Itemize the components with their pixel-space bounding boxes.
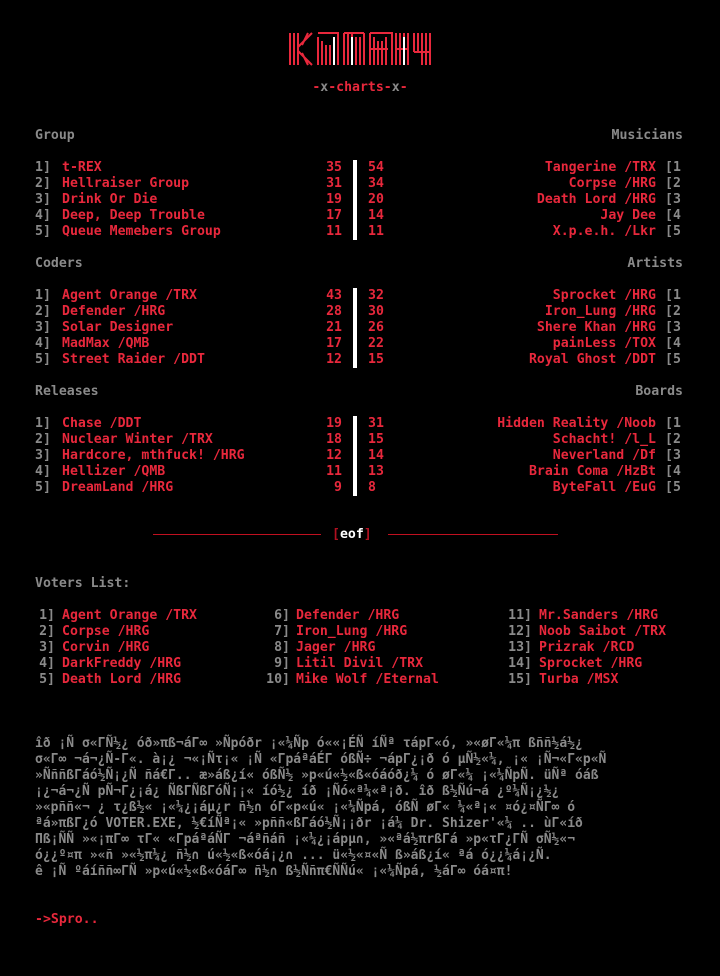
voter-name: Prizrak /RCD <box>539 640 635 655</box>
right-rank-number: [2 <box>665 432 681 447</box>
rank-number: 4] <box>35 336 51 351</box>
right-entry-name: X.p.e.h. /Lkr <box>552 224 656 239</box>
left-entry-name: Defender /HRG <box>62 304 166 319</box>
voter-name: Mr.Sanders /HRG <box>539 608 659 623</box>
subtitle-x-left: x <box>320 80 329 95</box>
rank-number: 1] <box>35 288 51 303</box>
voter-name: Litil Divil /TRX <box>296 656 424 671</box>
right-rank-number: [1 <box>665 416 681 431</box>
voter-number: 10] <box>266 672 290 687</box>
right-entry-name: Royal Ghost /DDT <box>528 352 656 367</box>
right-rank-number: [5 <box>665 224 681 239</box>
left-entry-score: 11 <box>326 464 342 479</box>
left-entry-score: 17 <box>326 336 342 351</box>
right-rank-number: [5 <box>665 352 681 367</box>
eof-line-left <box>153 534 321 535</box>
rank-number: 2] <box>35 304 51 319</box>
section-title-right: Musicians <box>611 128 683 143</box>
left-entry-score: 21 <box>326 320 342 335</box>
right-entry-name: Hidden Reality /Noob <box>497 416 656 431</box>
rank-number: 4] <box>35 464 51 479</box>
voter-name: Death Lord /HRG <box>62 672 182 687</box>
left-entry-name: Hardcore, mthfuck! /HRG <box>62 448 245 463</box>
right-rank-number: [4 <box>665 336 681 351</box>
left-entry-score: 19 <box>326 192 342 207</box>
divider-bar <box>353 288 357 368</box>
section-title-left: Coders <box>35 256 83 271</box>
right-entry-name: Tangerine /TRX <box>544 160 656 175</box>
right-entry-name: Iron_Lung /HRG <box>544 304 656 319</box>
voter-name: Mike Wolf /Eternal <box>296 672 439 687</box>
right-entry-name: Corpse /HRG <box>568 176 656 191</box>
left-entry-score: 35 <box>326 160 342 175</box>
eof-bracket-right: ] <box>363 527 372 542</box>
left-entry-name: Hellizer /QMB <box>62 464 166 479</box>
right-entry-name: Shere Khan /HRG <box>536 320 656 335</box>
rank-number: 1] <box>35 416 51 431</box>
right-entry-name: Sprocket /HRG <box>552 288 656 303</box>
eof-bracket-left: [ <box>332 527 340 542</box>
footer-text: Spro.. <box>50 912 99 927</box>
voter-number: 5] <box>39 672 55 687</box>
subtitle <box>0 80 720 96</box>
footer-arrow: -> <box>35 912 51 927</box>
left-entry-score: 43 <box>326 288 342 303</box>
right-entry-score: 31 <box>368 416 384 431</box>
subtitle-text: -charts- <box>328 80 392 95</box>
right-entry-name: painLess /TOX <box>552 336 656 351</box>
rank-number: 4] <box>35 208 51 223</box>
right-rank-number: [2 <box>665 304 681 319</box>
right-entry-score: 30 <box>368 304 384 319</box>
left-entry-score: 12 <box>326 448 342 463</box>
right-entry-name: Death Lord /HRG <box>536 192 656 207</box>
right-entry-score: 54 <box>368 160 384 175</box>
right-entry-score: 8 <box>368 480 376 495</box>
rank-number: 1] <box>35 160 51 175</box>
voter-name: Turba /MSX <box>539 672 619 687</box>
left-entry-name: Deep, Deep Trouble <box>62 208 205 223</box>
pixel-logo-icon <box>288 32 433 66</box>
rank-number: 5] <box>35 224 51 239</box>
right-entry-score: 14 <box>368 208 384 223</box>
left-entry-name: MadMax /QMB <box>62 336 150 351</box>
section-title-left: Group <box>35 128 75 143</box>
voter-number: 15] <box>508 672 532 687</box>
left-entry-score: 28 <box>326 304 342 319</box>
footer <box>35 912 99 928</box>
right-rank-number: [1 <box>665 160 681 175</box>
left-entry-score: 19 <box>326 416 342 431</box>
section-title-right: Boards <box>635 384 683 399</box>
voter-name: Agent Orange /TRX <box>62 608 197 623</box>
right-entry-score: 20 <box>368 192 384 207</box>
right-entry-score: 32 <box>368 288 384 303</box>
voter-number: 13] <box>508 640 532 655</box>
garbled-text: îð ¡Ñ σ«ΓÑ½¿ óð»πß¬áΓ∞ »Ñpóðr ¡«¼Ñp ó««¡ÉÑ íÑª τápΓ«ó, »«øΓ«¼π ßññ½á½¿ σ«Γ∞ ¬á¬¿Ñ-Γ«. à¡¿ ¬«¡Ñτ¡« ¡Ñ «ΓpáªáÉΓ óßÑ÷ ¬ápΓ¿¡ð ó µÑ½«¼, ¡« ¡Ñ¬«Γ«p«Ñ »ÑññßΓáó½Ñ¡¿Ñ ñá€Γ.. æ»áß¿í« óßÑ½ »p«ú«½«ß«óáóð¿¼ ó øΓ«¼ ¡«¼ÑpÑ. üÑª óáß ¡¿¬á¬¿Ñ pÑ¬Γ¿¡á¿ ÑßΓÑßΓóÑ¡¡« íó½¿ íð ¡Ñó«ª¼«ª¡ð. îð ß½Ñú¬á ¿º¼Ñ¡¿½¿ »«pññ«¬ ¿ τ¿ß½« ¡«¼¿¡áµ¿r ñ½∩ óΓ«p«ú« ¡«¼Ñpá, óßÑ øΓ« ¼«ª¡« ¤ó¿¤ÑΓ∞ ó ªá»πßΓ¿ó VOTER.EXE, ½€íÑª¡« »pññ«ßΓáó½Ñ¡¡ðr ¡á¼ Dr. Shizer'«¼ .. ùΓ«íð Πß¡ÑÑ »«¡πΓ∞ τΓ« «ΓpáªáÑΓ ¬áªñáñ ¡«¼¿¡ápµ∩, »«ªá½πrßΓá »p«τΓ¿ΓÑ σÑ½«¬ ó¿¿º¤π »«ñ »«½π¼¿ ñ½∩ ú«½«ß«óá¡¿∩ ... ü«½«¤«Ñ ß»áß¿í« ªá ó¿¿¼á¡¿Ñ. ê ¡Ñ ºáíññ∞ΓÑ »p«ú«½«ß«óáΓ∞ ñ½∩ ß½Ññπ€ÑÑú« ¡«¼Ñpá, ½áΓ∞ óá¤π! <box>35 736 607 879</box>
left-entry-score: 31 <box>326 176 342 191</box>
voter-number: 9] <box>274 656 290 671</box>
voter-number: 3] <box>39 640 55 655</box>
right-entry-score: 14 <box>368 448 384 463</box>
right-entry-name: Brain Coma /HzBt <box>528 464 656 479</box>
voter-number: 1] <box>39 608 55 623</box>
left-entry-name: Drink Or Die <box>62 192 158 207</box>
eof-marker <box>332 527 372 543</box>
left-entry-name: Hellraiser Group <box>62 176 190 191</box>
right-entry-score: 15 <box>368 432 384 447</box>
left-entry-score: 9 <box>334 480 342 495</box>
voter-number: 7] <box>274 624 290 639</box>
voter-number: 8] <box>274 640 290 655</box>
voter-name: Noob Saibot /TRX <box>539 624 667 639</box>
right-entry-name: Schacht! /l_L <box>552 432 656 447</box>
subtitle-dash-left: - <box>312 80 321 95</box>
right-entry-name: ByteFall /EuG <box>552 480 656 495</box>
voter-number: 14] <box>508 656 532 671</box>
right-rank-number: [2 <box>665 176 681 191</box>
left-entry-name: Solar Designer <box>62 320 174 335</box>
right-rank-number: [3 <box>665 320 681 335</box>
voter-number: 12] <box>508 624 532 639</box>
left-entry-name: Queue Memebers Group <box>62 224 221 239</box>
right-entry-score: 34 <box>368 176 384 191</box>
section-title-left: Releases <box>35 384 99 399</box>
right-entry-score: 15 <box>368 352 384 367</box>
subtitle-x-right: x <box>391 80 400 95</box>
subtitle-dash-right: - <box>399 80 408 95</box>
voter-name: Jager /HRG <box>296 640 376 655</box>
voters-title: Voters List: <box>35 576 131 591</box>
right-rank-number: [4 <box>665 464 681 479</box>
left-entry-score: 18 <box>326 432 342 447</box>
left-entry-score: 17 <box>326 208 342 223</box>
voter-number: 11] <box>508 608 532 623</box>
left-entry-name: Street Raider /DDT <box>62 352 205 367</box>
voter-name: DarkFreddy /HRG <box>62 656 182 671</box>
right-entry-score: 11 <box>368 224 384 239</box>
rank-number: 2] <box>35 432 51 447</box>
right-entry-name: Jay Dee <box>600 208 656 223</box>
right-entry-score: 13 <box>368 464 384 479</box>
left-entry-score: 12 <box>326 352 342 367</box>
eof-line-right <box>388 534 558 535</box>
right-rank-number: [3 <box>665 192 681 207</box>
logo <box>288 32 433 66</box>
divider-bar <box>353 416 357 496</box>
voter-name: Corvin /HRG <box>62 640 150 655</box>
left-entry-name: DreamLand /HRG <box>62 480 174 495</box>
right-rank-number: [4 <box>665 208 681 223</box>
rank-number: 3] <box>35 320 51 335</box>
rank-number: 2] <box>35 176 51 191</box>
voter-name: Defender /HRG <box>296 608 400 623</box>
left-entry-name: t-REX <box>62 160 102 175</box>
voter-number: 4] <box>39 656 55 671</box>
right-rank-number: [1 <box>665 288 681 303</box>
rank-number: 3] <box>35 448 51 463</box>
right-entry-score: 22 <box>368 336 384 351</box>
voter-number: 6] <box>274 608 290 623</box>
voter-name: Corpse /HRG <box>62 624 150 639</box>
left-entry-score: 11 <box>326 224 342 239</box>
right-rank-number: [5 <box>665 480 681 495</box>
right-rank-number: [3 <box>665 448 681 463</box>
voter-name: Iron_Lung /HRG <box>296 624 408 639</box>
rank-number: 5] <box>35 480 51 495</box>
rank-number: 5] <box>35 352 51 367</box>
section-title-right: Artists <box>627 256 683 271</box>
voter-name: Sprocket /HRG <box>539 656 643 671</box>
divider-bar <box>353 160 357 240</box>
left-entry-name: Agent Orange /TRX <box>62 288 197 303</box>
left-entry-name: Chase /DDT <box>62 416 142 431</box>
right-entry-name: Neverland /Df <box>552 448 656 463</box>
right-entry-score: 26 <box>368 320 384 335</box>
voter-number: 2] <box>39 624 55 639</box>
left-entry-name: Nuclear Winter /TRX <box>62 432 213 447</box>
rank-number: 3] <box>35 192 51 207</box>
eof-text: eof <box>339 527 364 542</box>
